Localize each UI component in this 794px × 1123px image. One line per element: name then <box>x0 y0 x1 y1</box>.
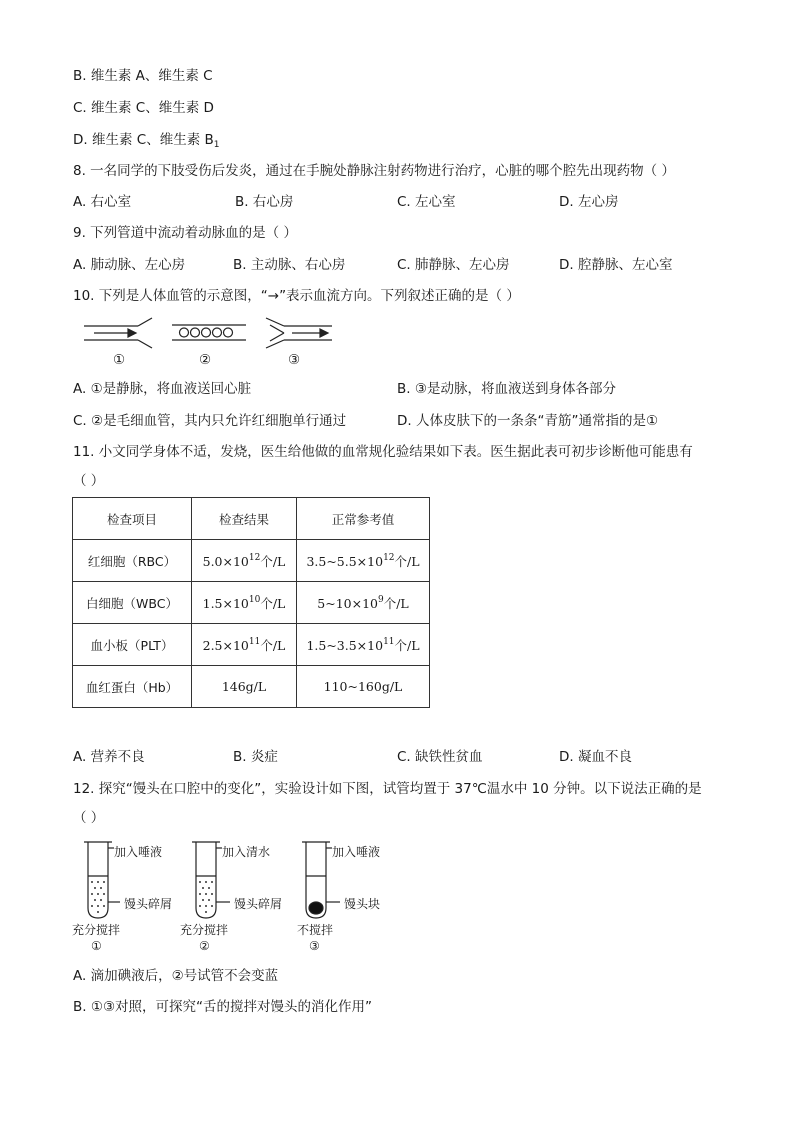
q11-option-a: A. 营养不良 <box>73 749 145 765</box>
table-row <box>73 666 430 708</box>
blood-test-table <box>72 497 430 708</box>
q8-stem: 8. 一名同学的下肢受伤后发炎，通过在手腕处静脉注射药物进行治疗，心脏的哪个腔先出现药物（ ） <box>73 163 675 179</box>
tube-1-bottom-label: 充分搅拌 <box>72 923 121 937</box>
table-row <box>73 582 430 624</box>
q8-option-b: B. 右心房 <box>235 194 294 210</box>
q9-option-d: D. 腔静脉、左心室 <box>559 257 673 273</box>
option-d-subscript: 1 <box>213 140 220 150</box>
row-result: $1.5\times 10^{10}$个/L <box>192 582 297 624</box>
q8-option-a: A. 右心室 <box>73 194 132 210</box>
vessel-label-2: ② <box>199 352 212 368</box>
q11-stem: 11. 小文同学身体不适，发烧，医生给他做的血常规化验结果如下表。医生据此表可初步诊断他可能患有 <box>73 444 693 460</box>
vessel-label-3: ③ <box>288 352 301 368</box>
row-item: 红细胞（RBC） <box>73 540 192 582</box>
vessel-1-vein <box>84 318 152 348</box>
q11-option-d: D. 凝血不良 <box>559 749 632 765</box>
row-item: 血小板（PLT） <box>73 624 192 666</box>
tube-2-number: ② <box>199 939 210 953</box>
q11-option-b: B. 炎症 <box>233 749 278 765</box>
q9-stem: 9. 下列管道中流动着动脉血的是（ ） <box>73 225 297 241</box>
vessel-label-1: ① <box>113 352 126 368</box>
q9-option-a: A. 肺动脉、左心房 <box>73 257 186 273</box>
header-result: 检查结果 <box>192 498 297 540</box>
tube-3-bottom-label: 不搅拌 <box>297 923 334 937</box>
row-result: $2.5\times 10^{11}$个/L <box>192 624 297 666</box>
tube-3-number: ③ <box>309 939 320 953</box>
vessel-3-artery <box>266 318 332 348</box>
q10-option-d: D. 人体皮肤下的一条条“青筋”通常指的是① <box>397 413 659 429</box>
row-result: 146g/L <box>192 666 297 708</box>
q11-option-c: C. 缺铁性贫血 <box>397 749 483 765</box>
q8-option-c: C. 左心室 <box>397 194 456 210</box>
tube-1-top-label: 加入唾液 <box>114 845 163 859</box>
tube-3-side-label: 馒头块 <box>344 897 381 911</box>
q9-option-b: B. 主动脉、右心房 <box>233 257 346 273</box>
row-item: 血红蛋白（Hb） <box>73 666 192 708</box>
q10-option-a: A. ①是静脉，将血液送回心脏 <box>73 381 252 397</box>
option-line-c: C. 维生素 C、维生素 D <box>73 100 214 116</box>
header-item: 检查项目 <box>73 498 192 540</box>
table-header-row <box>73 498 430 540</box>
tube-1-side-label: 馒头碎屑 <box>124 897 173 911</box>
option-line-b: B. 维生素 A、维生素 C <box>73 68 213 84</box>
tube-2-top-label: 加入清水 <box>222 845 271 859</box>
vessel-2-capillary <box>172 325 246 340</box>
option-d-text: D. 维生素 C、维生素 B <box>73 132 214 148</box>
q12-stem: 12. 探究“馒头在口腔中的变化”，实验设计如下图，试管均置于 37℃温水中 10 分钟。以下说法正确的是 <box>73 781 702 797</box>
q11-answer-paren: （ ） <box>73 473 105 489</box>
tube-1-number: ① <box>91 939 102 953</box>
q10-stem: 10. 下列是人体血管的示意图，“→”表示血流方向。下列叙述正确的是（ ） <box>73 288 520 304</box>
row-item: 白细胞（WBC） <box>73 582 192 624</box>
q12-option-b: B. ①③对照，可探究“舌的搅拌对馒头的消化作用” <box>73 999 373 1015</box>
row-reference: $1.5\sim 3.5\times 10^{11}$个/L <box>297 624 430 666</box>
q12-option-a: A. 滴加碘液后，②号试管不会变蓝 <box>73 968 279 984</box>
row-reference: $3.5\sim 5.5\times 10^{12}$个/L <box>297 540 430 582</box>
q12-answer-paren: （ ） <box>73 810 105 826</box>
option-line-d <box>73 131 219 149</box>
tube-3-top-label: 加入唾液 <box>332 845 381 859</box>
table-row <box>73 624 430 666</box>
table-row <box>73 540 430 582</box>
q10-option-b: B. ③是动脉，将血液送到身体各部分 <box>397 381 616 397</box>
q9-option-c: C. 肺静脉、左心房 <box>397 257 510 273</box>
q8-option-d: D. 左心房 <box>559 194 619 210</box>
tube-2-side-label: 馒头碎屑 <box>234 897 283 911</box>
tube-2-bottom-label: 充分搅拌 <box>180 923 229 937</box>
q10-option-c: C. ②是毛细血管，其内只允许红细胞单行通过 <box>73 413 347 429</box>
row-reference: $5\sim 10\times 10^9$个/L <box>297 582 430 624</box>
row-result: $5.0\times 10^{12}$个/L <box>192 540 297 582</box>
row-reference: 110~160g/L <box>297 666 430 708</box>
header-reference: 正常参考值 <box>297 498 430 540</box>
